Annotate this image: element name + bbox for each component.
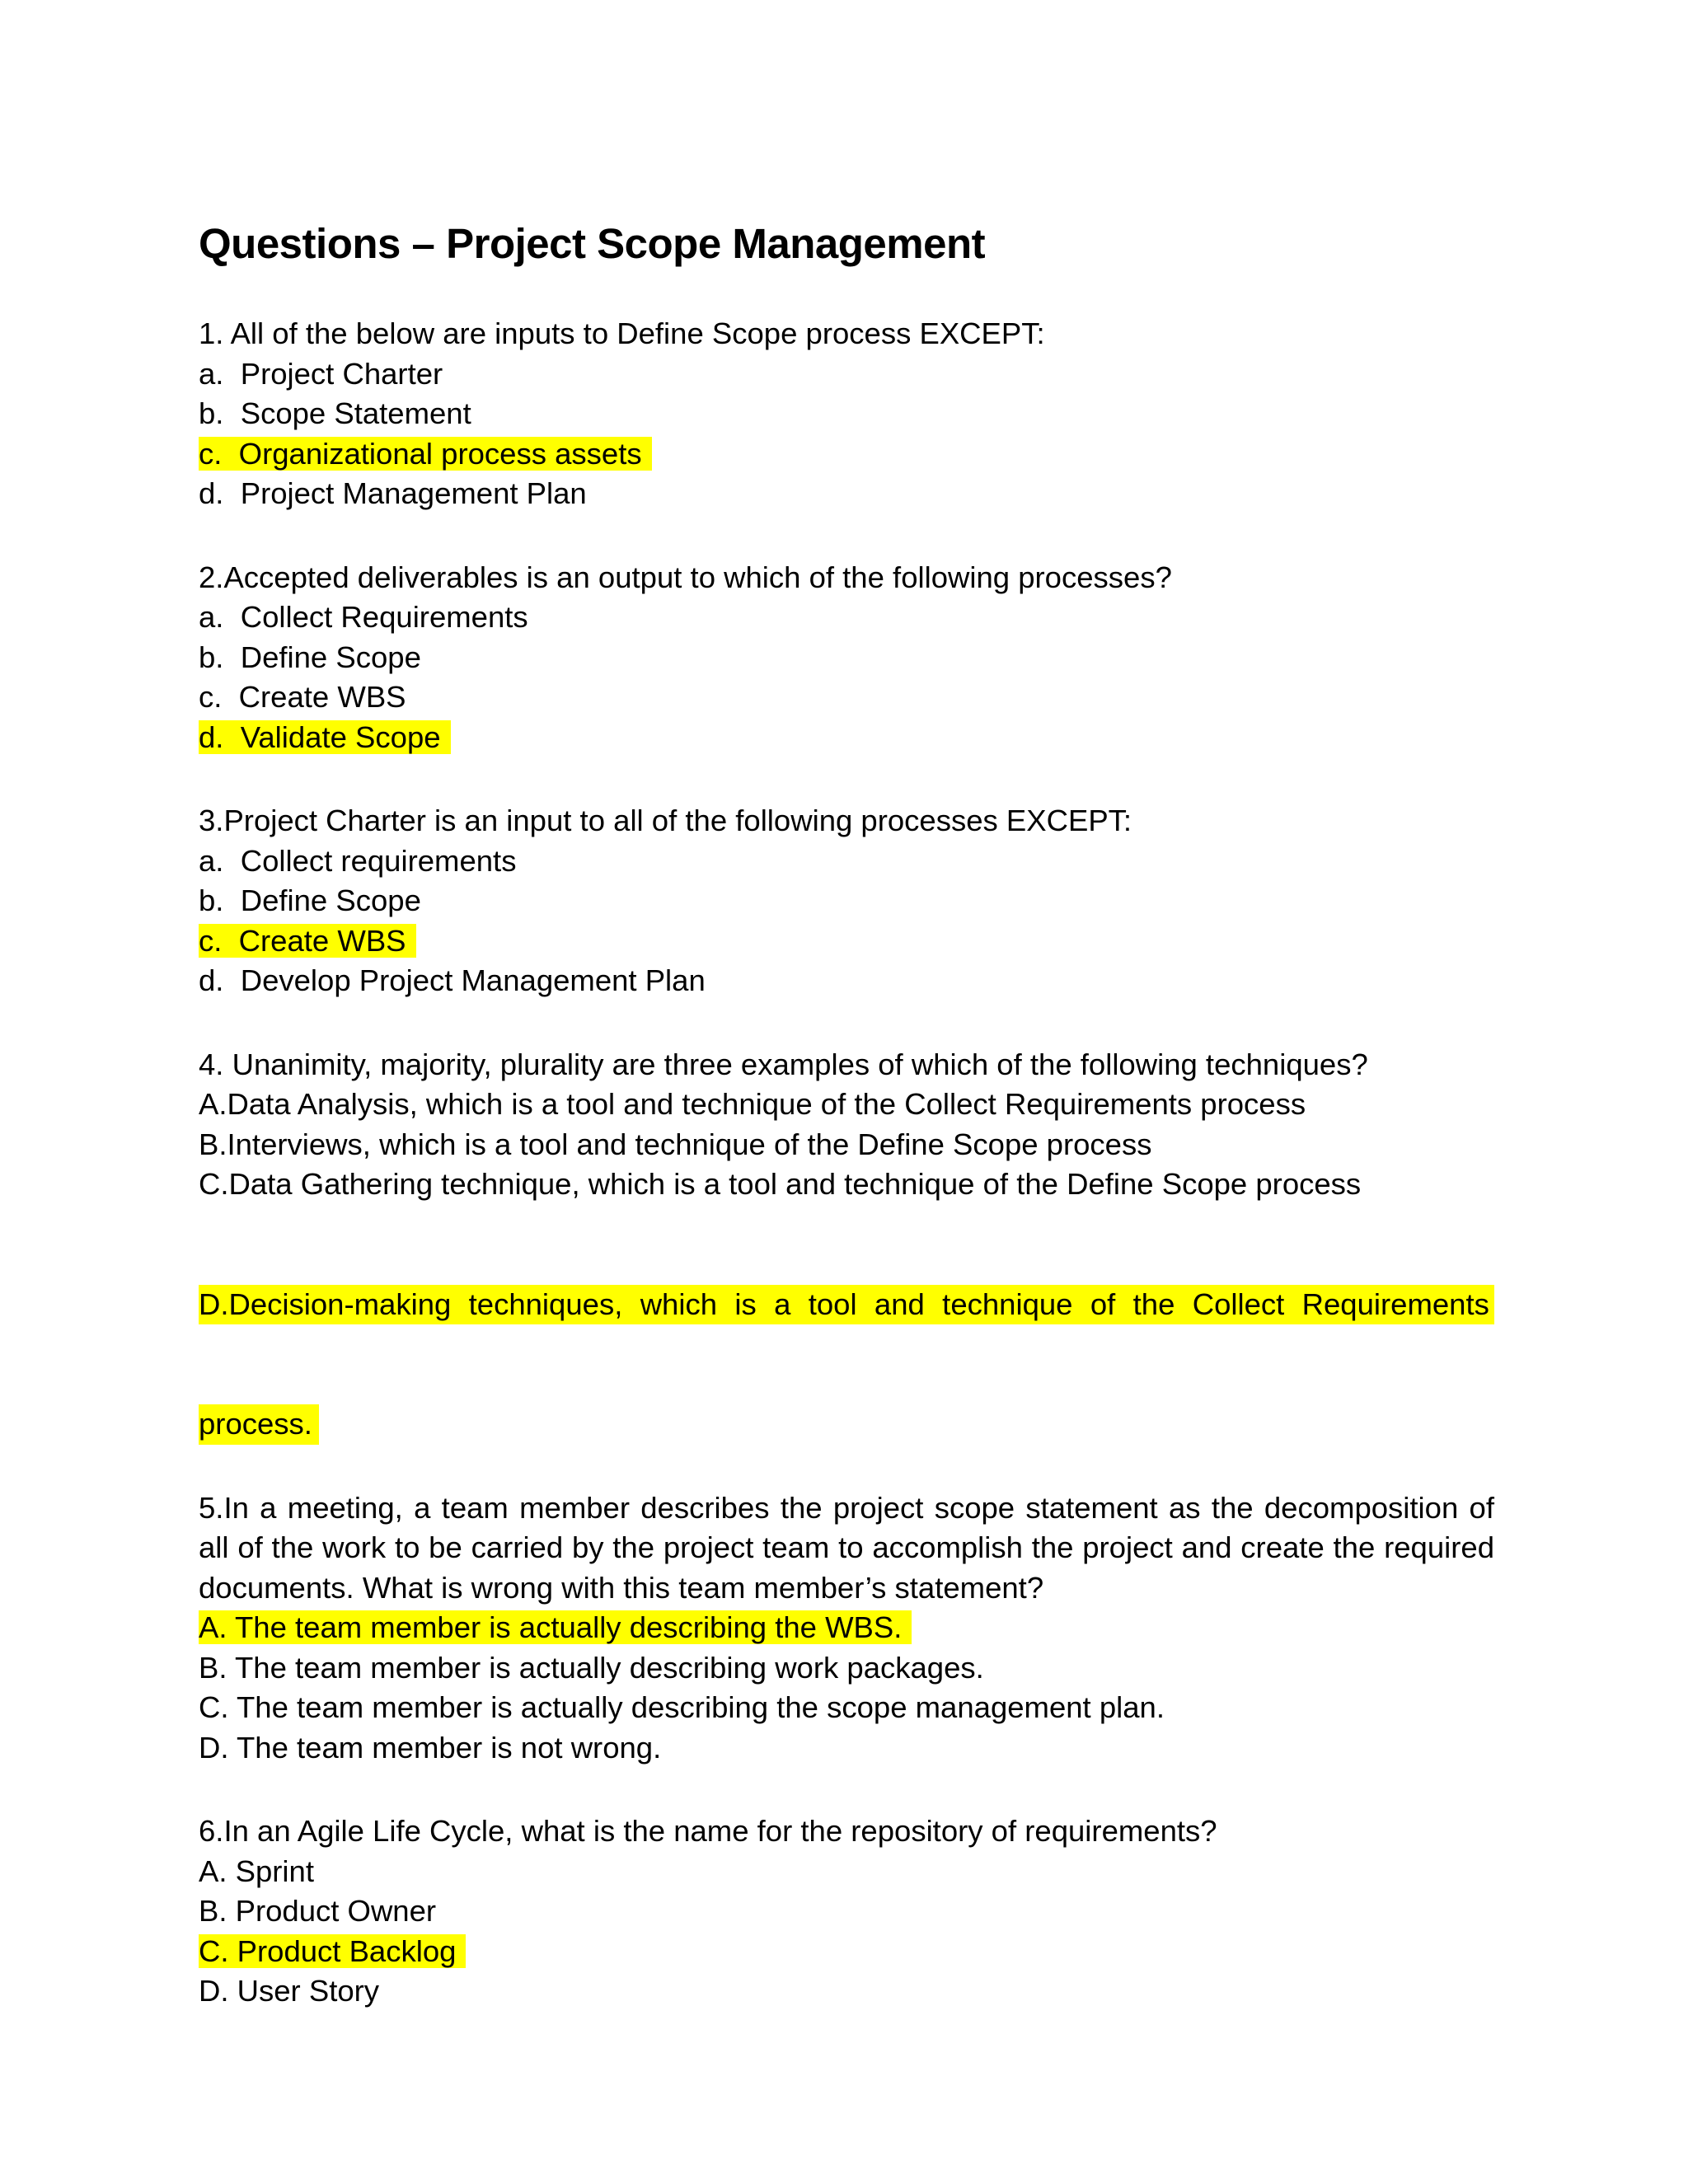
answer-option-highlighted [199, 718, 1494, 758]
highlighted-answer-word: D.Decision-making [199, 1286, 452, 1321]
answer-option-highlighted [199, 1205, 1494, 1405]
document-content [199, 213, 1494, 2055]
answer-option: C.Data Gathering technique, which is a tool and technique of the Define Scope process [199, 1167, 1362, 1201]
answer-option-highlighted [199, 1608, 1494, 1648]
question-5 [199, 1488, 1494, 1769]
answer-option: b. Scope Statement [199, 396, 471, 430]
document-title: Questions – Project Scope Management [199, 220, 986, 267]
answer-option: a. Collect requirements [199, 843, 517, 878]
question-4 [199, 1045, 1494, 1445]
highlighted-answer-word: technique [942, 1286, 1073, 1321]
answer-option-highlighted [199, 434, 1494, 475]
question-stem: 2.Accepted deliverables is an output to which of the following processes? [199, 560, 1172, 594]
question-stem: 4. Unanimity, majority, plurality are three examples of which of the following techniques? [199, 1047, 1368, 1081]
answer-option: D. The team member is not wrong. [199, 1730, 662, 1765]
answer-option: c. Create WBS [199, 680, 406, 714]
answer-option-highlighted [199, 921, 1494, 962]
answer-option: b. Define Scope [199, 883, 421, 917]
answer-option: B. Product Owner [199, 1894, 437, 1928]
highlighted-answer-word: which [640, 1286, 718, 1321]
highlighted-answer-word: a [774, 1286, 791, 1321]
question-stem: 6.In an Agile Life Cycle, what is the name for the repository of requirements? [199, 1814, 1217, 1848]
highlighted-correct-answer: c. Organizational process assets [199, 437, 652, 471]
highlighted-answer-word: tool [808, 1286, 857, 1321]
answer-option: B. The team member is actually describing work packages. [199, 1650, 984, 1685]
answer-option: D. User Story [199, 1974, 380, 2008]
highlighted-answer-word: the [1132, 1286, 1175, 1321]
answer-option: A.Data Analysis, which is a tool and technique of the Collect Requirements process [199, 1087, 1306, 1121]
highlighted-answer-word: is [734, 1286, 757, 1321]
answer-option-highlighted-continued [199, 1404, 1494, 1445]
highlighted-answer-word: and [874, 1286, 925, 1321]
question-1 [199, 314, 1494, 514]
highlighted-answer-word: techniques, [468, 1286, 623, 1321]
answer-option: A. Sprint [199, 1854, 314, 1888]
highlighted-answer-word: of [1090, 1286, 1116, 1321]
question-stem: 3.Project Charter is an input to all of the following processes EXCEPT: [199, 804, 1132, 837]
highlighted-correct-answer-line-2: process. [199, 1404, 319, 1445]
highlighted-answer-word: Requirements [1301, 1286, 1489, 1321]
highlighted-correct-answer: d. Validate Scope [199, 720, 451, 754]
answer-option: C. The team member is actually describing the scope management plan. [199, 1690, 1165, 1724]
question-6 [199, 1811, 1494, 2012]
answer-option: a. Collect Requirements [199, 600, 528, 634]
highlighted-correct-answer: c. Create WBS [199, 924, 416, 958]
answer-option: B.Interviews, which is a tool and technique of the Define Scope process [199, 1127, 1152, 1161]
question-2 [199, 558, 1494, 758]
highlighted-correct-answer-line-1 [199, 1285, 1494, 1325]
answer-option: d. Develop Project Management Plan [199, 963, 706, 997]
answer-option: d. Project Management Plan [199, 476, 587, 510]
answer-option-highlighted [199, 1932, 1494, 1972]
answer-option: b. Define Scope [199, 640, 421, 674]
highlighted-correct-answer: C. Product Backlog [199, 1934, 466, 1968]
question-stem: 5.In a meeting, a team member describes the project scope statement as the decomposition of all of the work to be carried by the project team to accomplish the project and create the required documents. What is wrong with this team member’s statement? [199, 1490, 1494, 1605]
answer-option: a. Project Charter [199, 356, 443, 391]
question-3 [199, 801, 1494, 1001]
question-stem: 1. All of the below are inputs to Define Scope process EXCEPT: [199, 316, 1045, 350]
highlighted-answer-word: Collect [1192, 1286, 1285, 1321]
highlighted-correct-answer: A. The team member is actually describing the WBS. [199, 1610, 912, 1644]
